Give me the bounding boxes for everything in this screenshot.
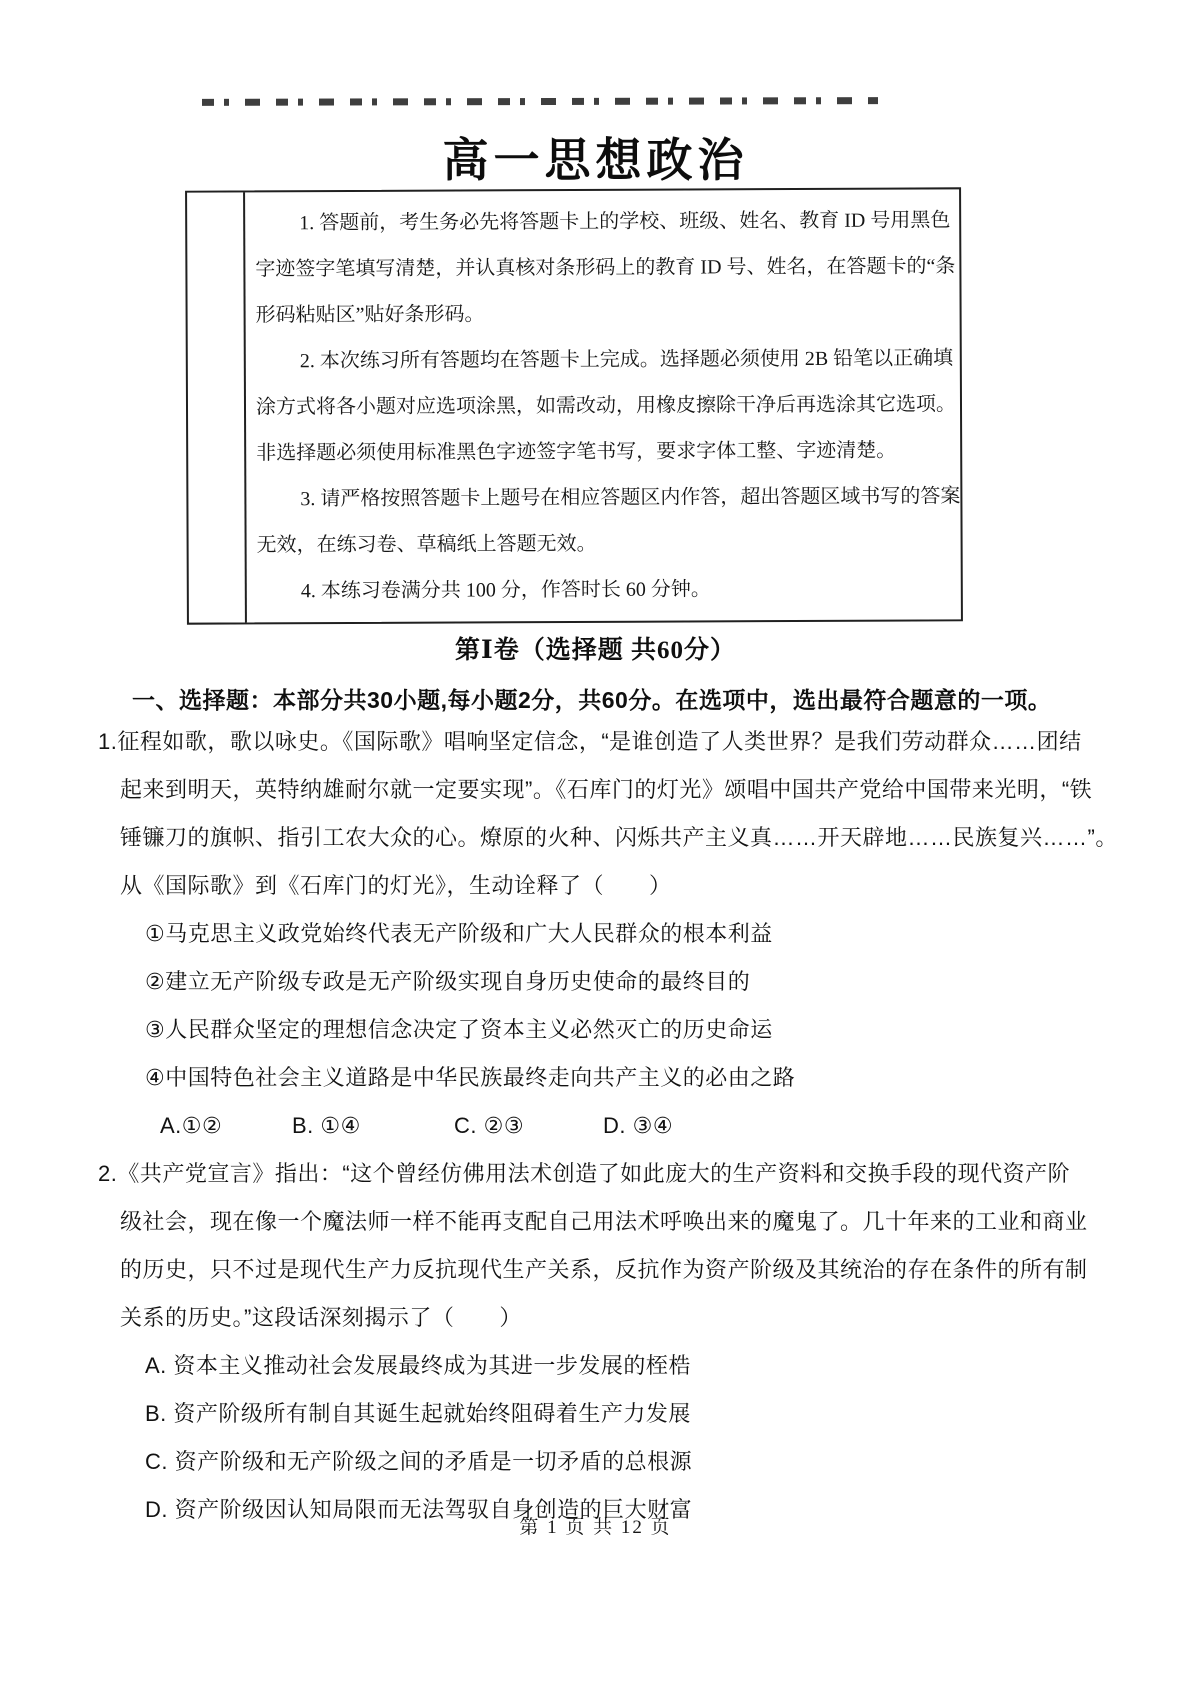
- question-1-statement-2: ②建立无产阶级专政是无产阶级实现自身历史使命的最终目的: [145, 969, 751, 994]
- questions-area: [98, 718, 1168, 1534]
- question-2-option-c: C. 资产阶级和无产阶级之间的矛盾是一切矛盾的总根源: [145, 1449, 693, 1474]
- question-2-stem-line-1: 2.《共产党宣言》指出：“这个曾经仿佛用法术创造了如此庞大的生产资料和交换手段的现代资产阶: [98, 1161, 1071, 1186]
- question-2-option-a: A. 资本主义推动社会发展最终成为其进一步发展的桎梏: [145, 1353, 691, 1378]
- question-1-stem-line-3: 锤镰刀的旗帜、指引工农大众的心。燎原的火种、闪烁共产主义真……开天辟地……民族复兴……”。: [120, 825, 1118, 850]
- question-1-statement-1: ①马克思主义政党始终代表无产阶级和广大人民群众的根本利益: [145, 921, 773, 946]
- notice-item-3-line-1: 3. 请严格按照答题卡上题号在相应答题区内作答，超出答题区域书写的答案: [300, 485, 961, 511]
- question-1-choices-row: [98, 1102, 1168, 1150]
- question-1-choice-d: D. ③④: [603, 1113, 674, 1138]
- question-1-statement-3: ③人民群众坚定的理想信念决定了资本主义必然灭亡的历史命运: [145, 1017, 773, 1042]
- question-2-option-b: B. 资产阶级所有制自其诞生起就始终阻碍着生产力发展: [145, 1401, 691, 1426]
- notice-item-1-line-2: 字迹签字笔填写清楚，并认真核对条形码上的教育 ID 号、姓名，在答题卡的“条: [255, 255, 956, 281]
- exam-title: 高一思想政治: [442, 134, 749, 186]
- question-1-choice-a: A.①②: [160, 1113, 223, 1138]
- question-2-stem-line-4: 关系的历史。”这段话深刻揭示了（ ）: [120, 1305, 522, 1330]
- question-1-statement-4: ④中国特色社会主义道路是中华民族最终走向共产主义的必由之路: [145, 1065, 796, 1090]
- question-2-stem-line-3: 的历史，只不过是现代生产力反抗现代生产关系，反抗作为资产阶级及其统治的存在条件的所有制: [120, 1257, 1088, 1282]
- question-1-stem-line-4: 从《国际歌》到《石库门的灯光》，生动诠释了（ ）: [120, 873, 672, 898]
- question-1-stem-line-2: 起来到明天，英特纳雄耐尔就一定要实现”。《石库门的灯光》颂唱中国共产党给中国带来光明，“铁: [120, 777, 1093, 802]
- question-1-choice-c: C. ②③: [454, 1113, 525, 1138]
- notice-item-3-line-2: 无效，在练习卷、草稿纸上答题无效。: [256, 532, 597, 557]
- notice-item-2-line-1: 2. 本次练习所有答题均在答题卡上完成。选择题必须使用 2B 铅笔以正确填: [299, 347, 954, 373]
- question-2-stem-line-2: 级社会，现在像一个魔法师一样不能再支配自己用法术呼唤出来的魔鬼了。几十年来的工业和商业: [120, 1209, 1088, 1234]
- question-2-option-d: D. 资产阶级因认知局限而无法驾驭自身创造的巨大财富: [145, 1497, 693, 1522]
- notice-box: [185, 187, 963, 624]
- question-1-choice-b: B. ①④: [292, 1113, 361, 1138]
- notice-content: [245, 189, 961, 622]
- footer-page-number: 第 1 页 共 12 页: [519, 1517, 672, 1538]
- section-1-heading: 第Ⅰ卷（选择题 共60分）: [455, 637, 736, 664]
- question-1-stem-line-1: 1.征程如歌，歌以咏史。《国际歌》唱响坚定信念，“是谁创造了人类世界？是我们劳动群众……团结: [98, 729, 1082, 754]
- notice-item-1-line-1: 1. 答题前，考生务必先将答题卡上的学校、班级、姓名、教育 ID 号用黑色: [299, 209, 951, 235]
- notice-item-2-line-3: 非选择题必须使用标准黑色字迹签字笔书写，要求字体工整、字迹清楚。: [256, 439, 897, 465]
- notice-item-1-line-3: 形码粘贴区”贴好条形码。: [255, 303, 485, 327]
- notice-item-4-line-1: 4. 本练习卷满分共 100 分，作答时长 60 分钟。: [300, 578, 711, 603]
- multiple-choice-instructions: 一、选择题：本部分共30小题,每小题2分，共60分。在选项中，选出最符合题意的一项。: [132, 687, 1052, 713]
- notice-item-2-line-2: 涂方式将各小题对应选项涂黑，如需改动，用橡皮擦除干净后再选涂其它选项。: [255, 393, 957, 419]
- clipped-header-fragments: [202, 97, 878, 106]
